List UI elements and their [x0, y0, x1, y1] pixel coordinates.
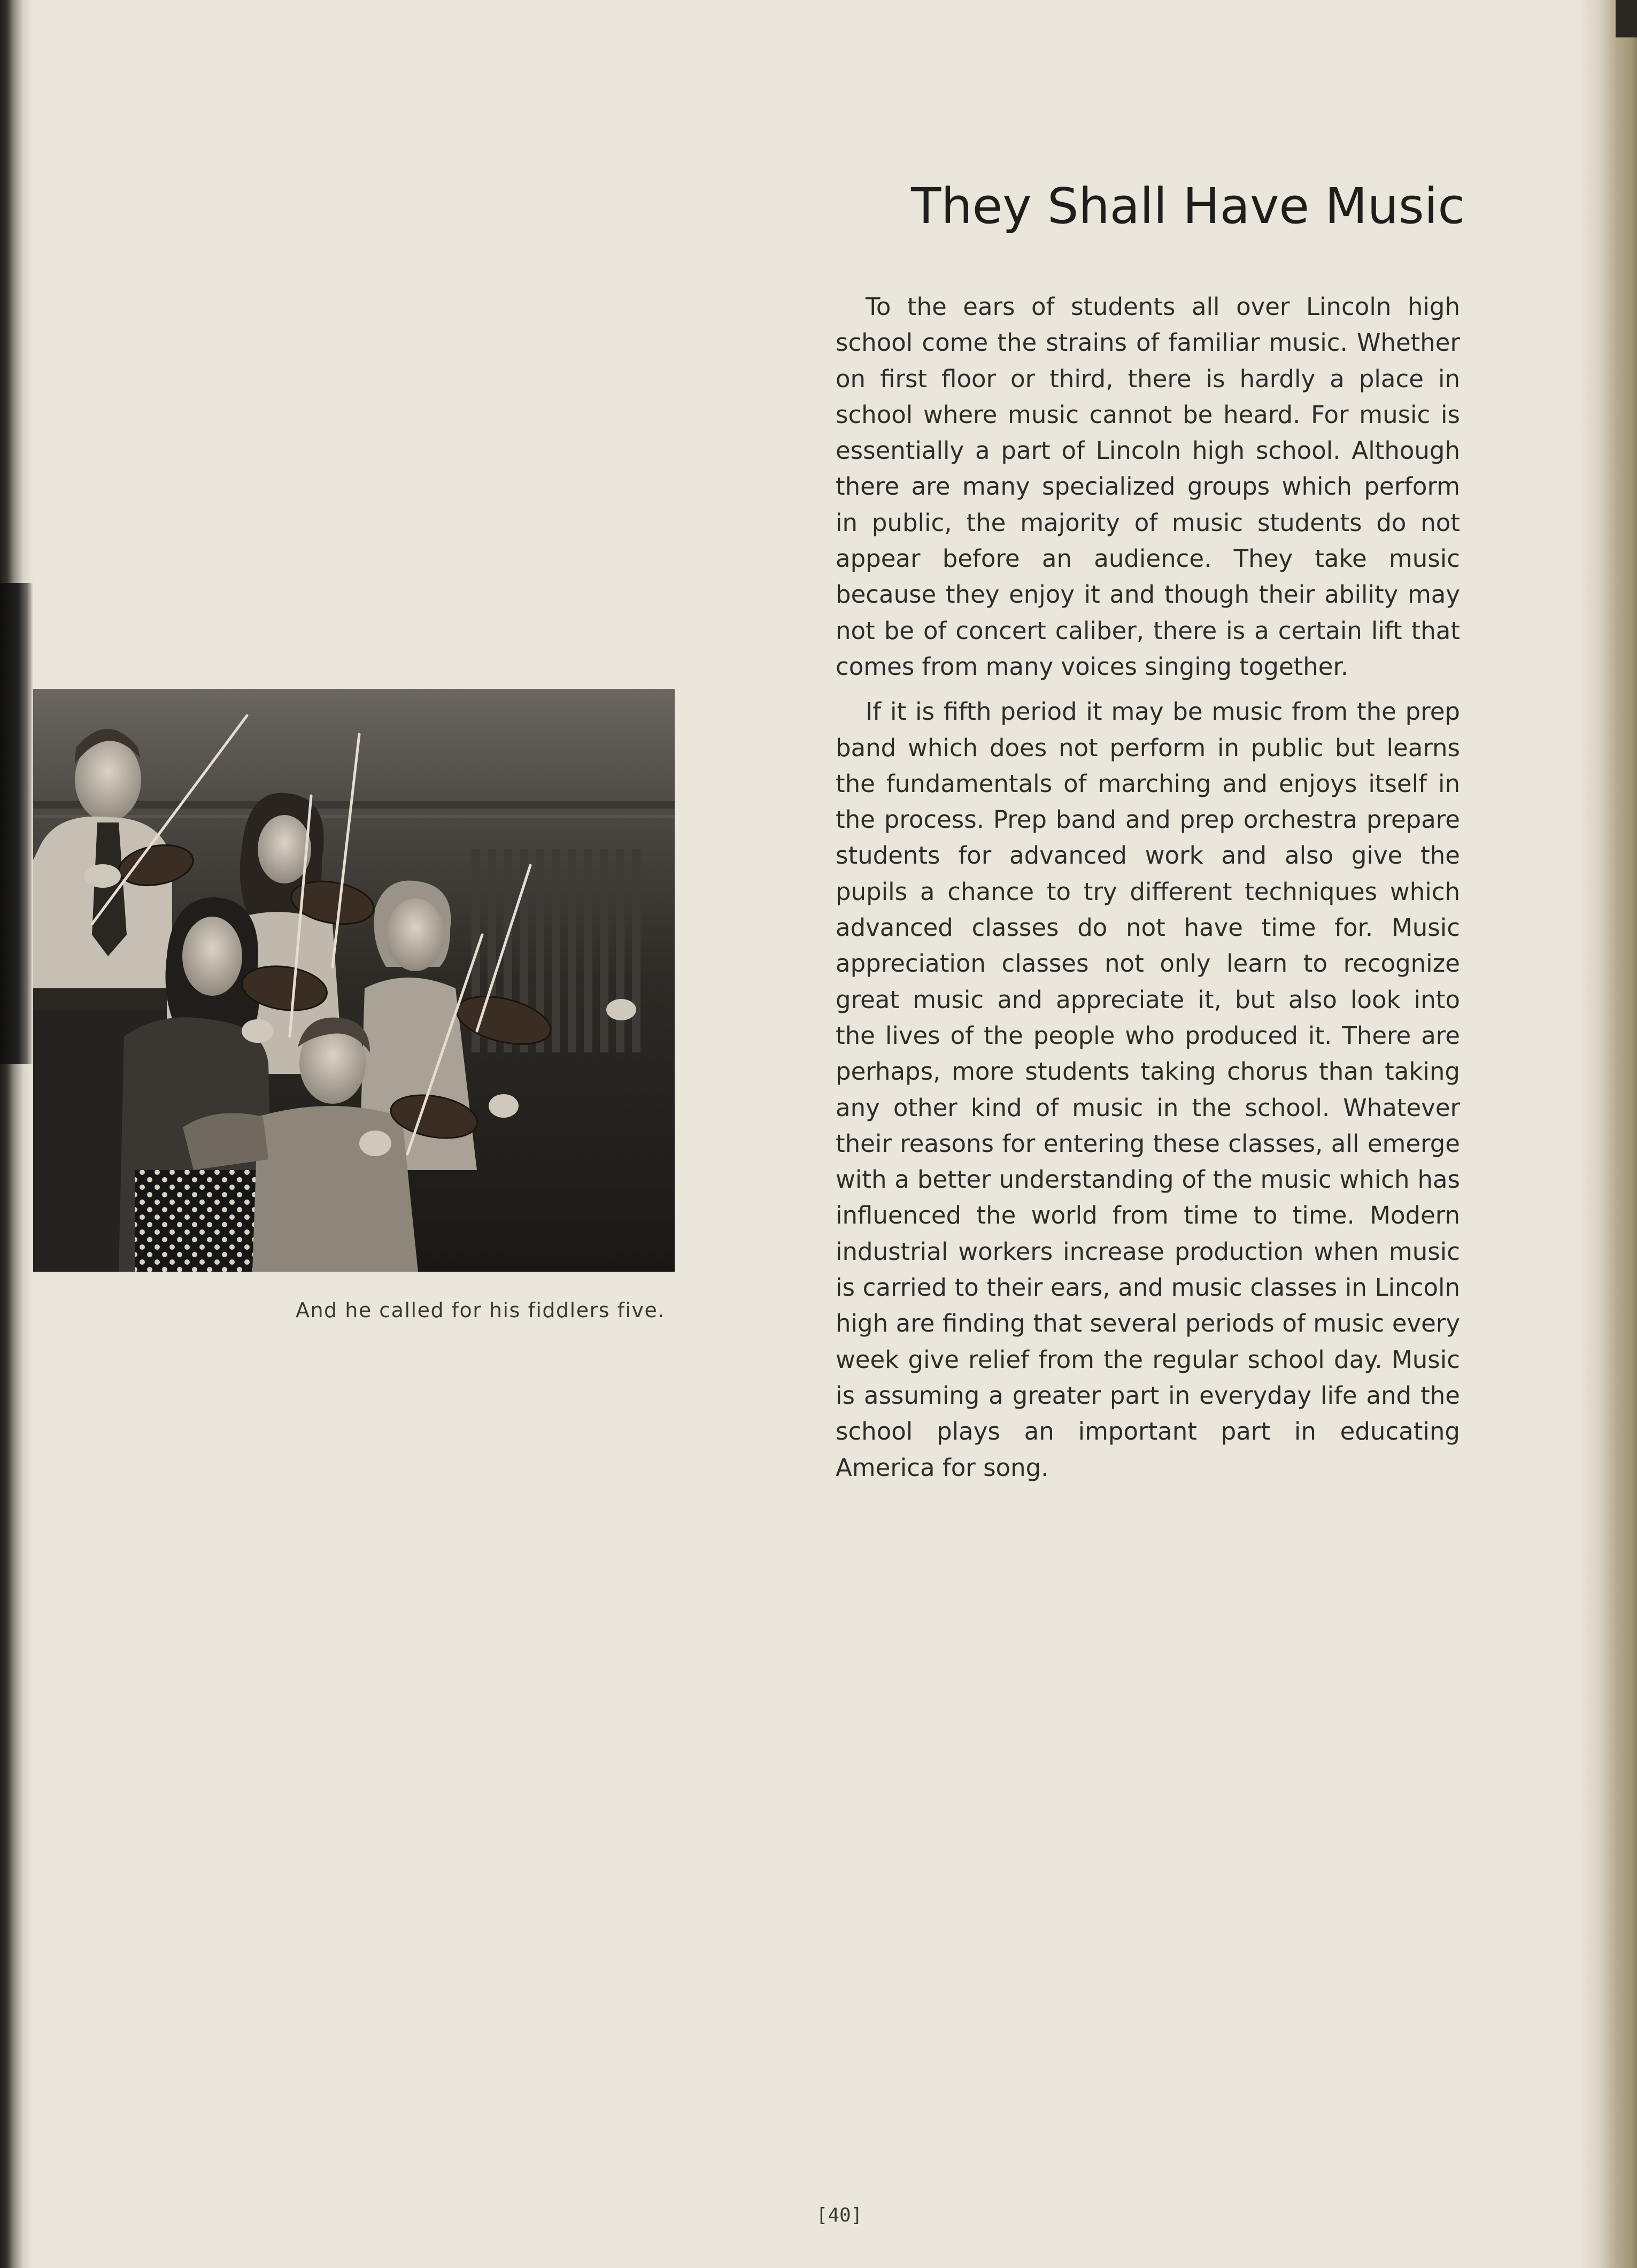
violinists-photo: [33, 689, 675, 1272]
article-body: [836, 289, 1460, 1486]
page-edge-right: [1578, 0, 1637, 2268]
page-binding-shadow: [0, 0, 33, 2268]
page-number: [40]: [816, 2204, 863, 2226]
photo-caption: And he called for his fiddlers five.: [295, 1298, 665, 1322]
article-paragraph: To the ears of students all over Lincoln high school come the strains of familiar music. Whether on first floor or third, there is hardly a place in school where music cannot be heard. For music is essentially a part of Lincoln high school. Although there are many specialized groups which perform in public, the majority of music students do not appear before an audience. They take music because they enjoy it and though their ability may not be of concert caliber, there is a certain lift that comes from many voices singing together.: [836, 293, 1460, 681]
article-title: They Shall Have Music: [911, 178, 1465, 235]
article-paragraph: If it is fifth period it may be music from the prep band which does not perform in public but learns the fundamentals of marching and enjoys itself in the process. Prep band and prep orchestra prepare students for advanced work and also give the pupils a chance to try different techniques which advanced classes do not have time for. Music appreciation classes not only learn to recognize great music and appreciate it, but also look into the lives of the people who produced it. There are perhaps, more students taking chorus than taking any other kind of music in the school. Whatever their reasons for entering these classes, all emerge with a better understanding of the music which has influenced the world from time to time. Modern industrial workers increase production when music is carried to their ears, and music classes in Lincoln high are finding that several periods of music every week give relief from the regular school day. Music is assuming a greater part in everyday life and the school plays an important part in educating America for song.: [836, 697, 1460, 1482]
page-binding-dark-band: [0, 583, 33, 1064]
page-corner-shadow: [1616, 0, 1637, 37]
